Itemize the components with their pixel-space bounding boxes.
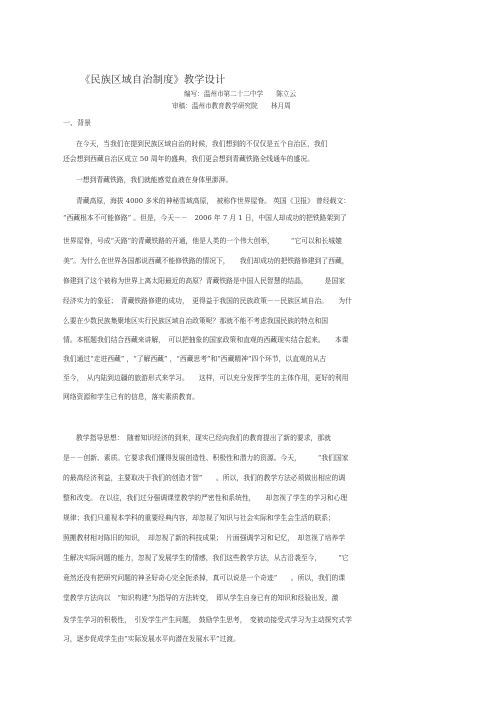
body-line: 至今， 从内陆到边疆的旅游形式来学习。 这样，可以充分发挥学生的主体作用，更好的利用 <box>63 374 349 382</box>
body-line: 生解决实际问题的能力，忽视了发展学生的情感，我们这些教学方法，从古沿袭至今， “它 <box>63 554 349 562</box>
body-line: 规律；我们只重视本学科的重要经典内容，却忽视了知识与社会实际和学生会生活的联系； <box>63 514 335 522</box>
body-line: 在今天，当我们在提到民族区域自治的时候，我们想到的不仅仅是五个自治区，我们 <box>76 140 328 148</box>
body-line: 教学指导思想： 随着知识经济的到来，现实已经向我们的教育提出了新的要求，那就 <box>76 434 331 442</box>
body-line: 照搬教材相对陈旧的知识， 却忽视了新的科技成果； 片面强调学习和记忆， 却忽视了培养学 <box>63 534 346 542</box>
body-line: 一想到青藏铁路，我们就能感觉血液在身体里澎湃。 <box>76 176 233 184</box>
section-heading: 一、背景 <box>63 119 91 127</box>
body-line: 发学生学习的积极性， 引发学生产生问题， 鼓励学生思考， 变被动接受式学习为主动探究式学 <box>63 616 352 624</box>
body-line: 竟然还没有把研究问题的神圣好奇心完全扼杀掉，真可以说是一个奇迹” 。所以，我们的课 <box>63 574 346 582</box>
document-title: 《民族区域自治制度》教学设计 <box>80 75 226 86</box>
body-line: 的最高经济利益，主要取决于我们的创造才智” 。所以，我们的教学方法必须做出相应的调 <box>63 474 346 482</box>
body-line: 世界屋脊，号成“天路”的青藏铁路的开通，他是人类的一个伟大创举， “它可以和长城媲 <box>63 237 342 245</box>
body-line: 修建到了这个被称为世界上离太阳最近的高原？青藏铁路是中国人民智慧的结晶， 是国家 <box>63 277 346 285</box>
body-line: 美”。为什么在世界各国都说西藏不能修铁路的情况下， 我们却成功的把铁路修建到了西藏， <box>63 257 349 265</box>
reviewer-line: 审稿：温州市教育教学研究院 林月周 <box>172 102 291 110</box>
body-line: 整和改变。 在以往，我们过分强调课堂教学的严密性和系统性， 却忽视了学生的学习和心理 <box>63 494 348 502</box>
body-line: 情。本框题我们结合西藏来讲解， 可以把抽象的国家政策和直观的西藏现实结合起来。 本课 <box>63 336 349 344</box>
body-line: “西藏根本不可能修路” 。但是，今天－－ 2006 年 7 月 1 日，中国人却成功的把铁路架到了 <box>63 214 347 222</box>
body-line: 网络资源和学生已有的信息，落实素质教育。 <box>63 393 199 401</box>
body-line: 我们通过“走进西藏” ，“了解西藏” ，“西藏思考”和“西藏精神”四个环节，以直观的从古 <box>63 355 327 363</box>
body-line: 么要在少数民族集聚地区实行民族区域自治政策呢？那就不能不考虑我国民族的特点和国 <box>63 317 329 325</box>
body-line: 习，逐步促成学生由“实际发展水平向潜在发展水平”过渡。 <box>63 635 240 643</box>
body-line: 还会想到西藏自治区成立 50 周年的盛典，我们更会想到青藏铁路全线通车的盛况。 <box>63 155 314 163</box>
author-line: 编写：温州市第二十二中学 陈立云 <box>184 90 297 98</box>
body-line: 堂教学方法向以 “知识构建”为指导的方法转变， 即从学生自身已有的知识和经验出发，激 <box>63 594 339 602</box>
body-line: 青藏高原，海拔 4000 多米的神秘雪域高原， 被称作世界屋脊。 英国《卫报》 曾经载文： <box>76 197 351 205</box>
body-line: 经济实力的象征； 青藏铁路修建的成功， 更得益于我国的民族政策－－民族区域自治。 为什 <box>63 297 352 305</box>
body-line: 是－－创新、素质。它要求我们懂得发展创造性、积极性和潜力的资源。今天， “我们国家 <box>63 454 349 462</box>
